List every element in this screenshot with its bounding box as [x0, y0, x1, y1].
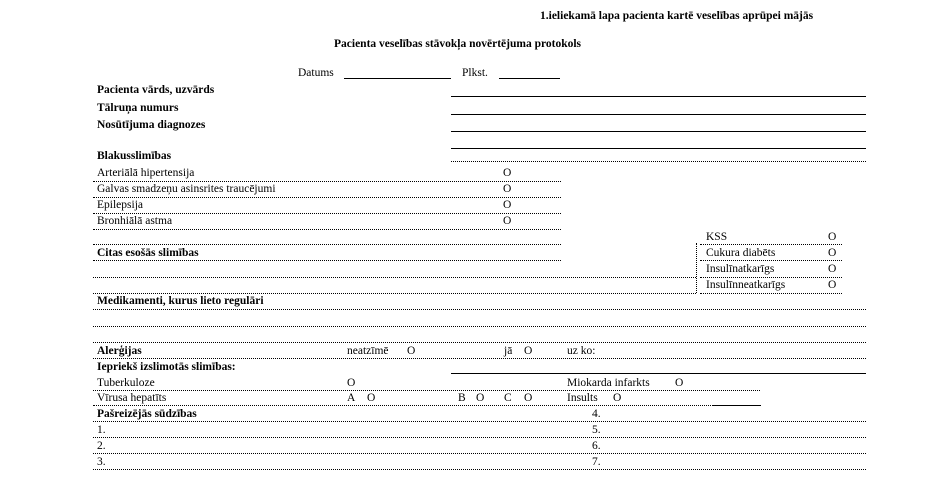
- allergies-yes-checkbox[interactable]: O: [524, 345, 533, 357]
- tuberculosis-label: Tuberkuloze: [97, 377, 155, 389]
- comorbidity-label: Bronhiālā astma: [97, 215, 173, 227]
- row-line: [93, 277, 696, 278]
- row-line: [93, 229, 561, 230]
- diabetes-checkbox[interactable]: O: [828, 247, 837, 259]
- row-line: [93, 197, 561, 198]
- hepatitis-c-label: C: [504, 392, 512, 404]
- separator-line: [451, 161, 866, 162]
- row-line: [93, 390, 760, 391]
- insulin-dependent-checkbox[interactable]: O: [828, 263, 837, 275]
- diabetes-label: Cukura diabēts: [706, 247, 776, 259]
- date-field[interactable]: [344, 78, 451, 79]
- phone-label: Tālruņa numurs: [97, 102, 179, 114]
- date-label: Datums: [298, 67, 334, 79]
- row-line: [93, 181, 561, 182]
- medications-line[interactable]: [93, 326, 866, 327]
- allergies-not-noted-label: neatzīmē: [347, 345, 389, 357]
- medications-line[interactable]: [93, 309, 866, 310]
- hepatitis-a-label: A: [347, 392, 356, 404]
- time-field[interactable]: [499, 78, 560, 79]
- complaint-number: 3.: [97, 456, 106, 468]
- kss-checkbox[interactable]: O: [828, 231, 837, 243]
- complaint-number: 4.: [592, 408, 601, 420]
- attachment-note: 1.ieliekamā lapa pacienta kartē veselības aprūpei mājās: [540, 10, 814, 22]
- phone-field[interactable]: [451, 114, 866, 115]
- side-row-line: [700, 260, 842, 261]
- comorbidity-label: Epilepsija: [97, 199, 143, 211]
- hepatitis-b-checkbox[interactable]: O: [476, 392, 485, 404]
- comorbidity-checkbox[interactable]: O: [503, 167, 512, 179]
- stroke-label: Insults: [567, 392, 598, 404]
- past-diseases-heading: Iepriekš izslimotās slimības:: [97, 361, 236, 373]
- stroke-field[interactable]: [713, 405, 761, 406]
- comorbidity-checkbox[interactable]: O: [503, 215, 512, 227]
- complaint-line[interactable]: [93, 421, 866, 422]
- hepatitis-c-checkbox[interactable]: O: [524, 392, 533, 404]
- protocol-title: Pacienta veselības stāvokļa novērtējuma protokols: [334, 38, 582, 50]
- myocardial-infarction-checkbox[interactable]: O: [675, 377, 684, 389]
- row-line: [93, 260, 561, 261]
- referral-diagnosis-field-2[interactable]: [451, 148, 866, 149]
- patient-name-label: Pacienta vārds, uzvārds: [97, 84, 215, 96]
- comorbidity-checkbox[interactable]: O: [503, 199, 512, 211]
- past-diseases-line: [451, 373, 866, 374]
- allergies-not-noted-checkbox[interactable]: O: [407, 345, 416, 357]
- allergies-label: Alerģijas: [97, 345, 142, 357]
- comorbidity-label: Arteriālā hipertensija: [97, 167, 195, 179]
- row-line: [93, 293, 696, 294]
- complaints-heading: Pašreizējās sūdzības: [97, 408, 197, 420]
- side-row-line: [700, 293, 842, 294]
- referral-diagnosis-field[interactable]: [451, 131, 866, 132]
- comorbidity-checkbox[interactable]: O: [503, 183, 512, 195]
- hepatitis-b-label: B: [458, 392, 466, 404]
- complaint-number: 5.: [592, 424, 601, 436]
- insulin-independent-label: Insulīnneatkarīgs: [706, 279, 786, 291]
- referral-diagnosis-label: Nosūtījuma diagnozes: [97, 119, 206, 131]
- complaint-number: 2.: [97, 440, 106, 452]
- patient-name-field[interactable]: [451, 96, 866, 97]
- allergies-yes-label: jā: [504, 345, 513, 357]
- kss-label: KSS: [706, 231, 728, 243]
- allergies-line[interactable]: [93, 358, 866, 359]
- complaint-line[interactable]: [93, 469, 866, 470]
- medications-label: Medikamenti, kurus lieto regulāri: [97, 295, 264, 307]
- row-line: [93, 244, 561, 245]
- other-diseases-label: Citas esošās slimības: [97, 247, 199, 259]
- row-line: [93, 405, 713, 406]
- side-box-border: [696, 243, 697, 293]
- myocardial-infarction-label: Miokarda infarkts: [567, 377, 650, 389]
- row-line: [93, 213, 561, 214]
- complaint-number: 6.: [592, 440, 601, 452]
- time-label: Plkst.: [462, 67, 488, 79]
- side-row-line: [700, 277, 842, 278]
- complaint-line[interactable]: [93, 453, 866, 454]
- complaint-line[interactable]: [93, 437, 866, 438]
- hepatitis-a-checkbox[interactable]: O: [367, 392, 376, 404]
- hepatitis-label: Vīrusa hepatīts: [97, 392, 167, 404]
- tuberculosis-checkbox[interactable]: O: [347, 377, 356, 389]
- insulin-dependent-label: Insulīnatkarīgs: [706, 263, 775, 275]
- complaint-number: 1.: [97, 424, 106, 436]
- side-row-line: [700, 244, 842, 245]
- stroke-checkbox[interactable]: O: [613, 392, 622, 404]
- allergies-to-what-label: uz ko:: [567, 345, 596, 357]
- comorbidities-heading: Blakusslimības: [97, 150, 172, 162]
- insulin-independent-checkbox[interactable]: O: [828, 279, 837, 291]
- complaint-number: 7.: [592, 456, 601, 468]
- comorbidity-label: Galvas smadzeņu asinsrites traucējumi: [97, 183, 276, 195]
- medications-line[interactable]: [93, 342, 866, 343]
